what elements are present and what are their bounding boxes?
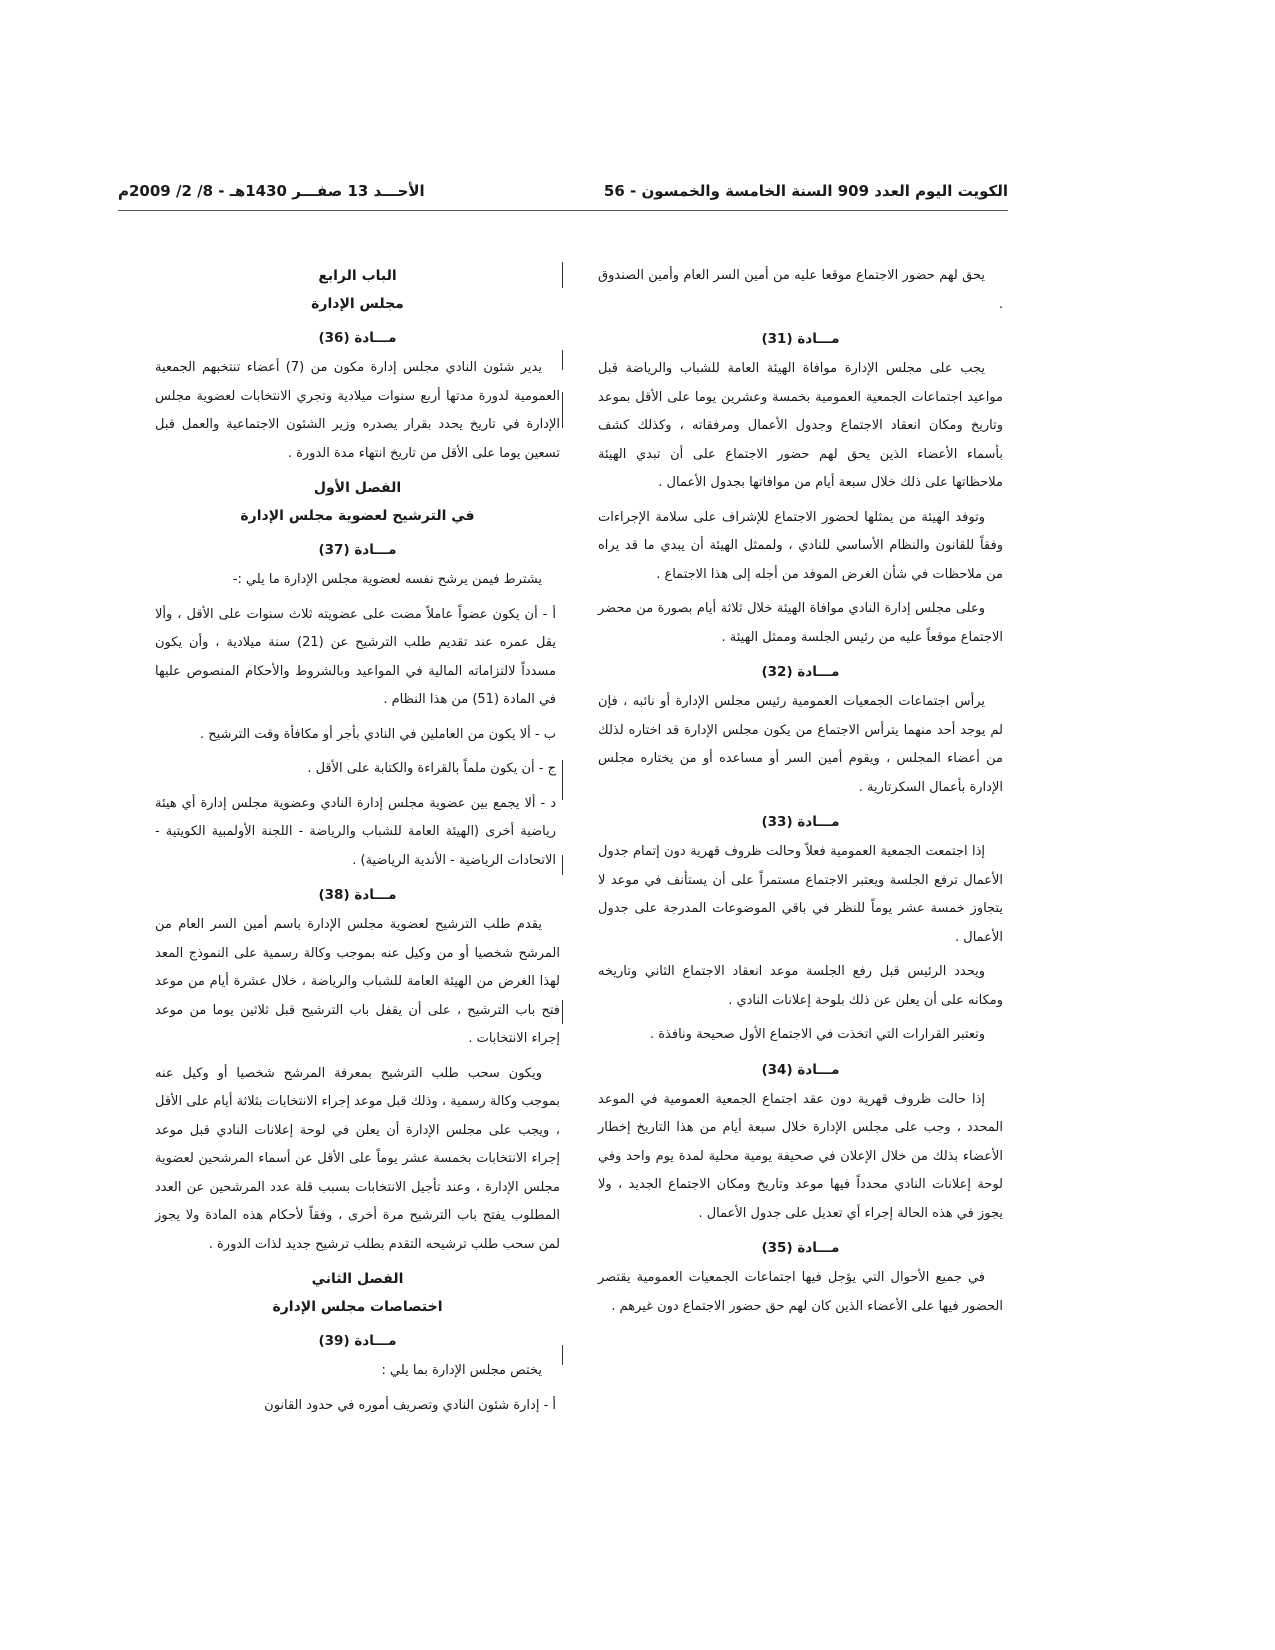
- section-heading: الفصل الأول: [313, 480, 402, 496]
- chapter-title: مجلس الإدارة: [311, 296, 404, 312]
- article-37-title: مـــادة (37): [318, 542, 397, 558]
- article-34-title: مـــادة (34): [761, 1061, 840, 1078]
- section-title: في الترشيح لعضوية مجلس الإدارة: [240, 508, 475, 524]
- margin-mark: [562, 262, 563, 288]
- section-title: اختصاصات مجلس الإدارة: [272, 1299, 443, 1315]
- article-38-title: مـــادة (38): [318, 887, 397, 903]
- article-37-intro: يشترط فيمن يرشح نفسه لعضوية مجلس الإدارة ما يلي :-: [232, 572, 542, 587]
- margin-mark: [562, 1345, 563, 1365]
- chapter-heading: الباب الرابع: [318, 268, 397, 284]
- header-issue-info: الكويت اليوم العدد 909 السنة الخامسة والخمسون - 56: [603, 182, 1008, 200]
- article-39-item: أ - إدارة شئون النادي وتصريف أموره في حدود القانون: [264, 1397, 556, 1413]
- article-37-item: أ - أن يكون عضواً عاملاً مضت على عضويته ثلاث سنوات على الأقل ، وألا يقل عمره عند تقديم طلب الترشيح عن (21) سنة ميلادية ، وأن يكون مسدداً لالتزاماته المالية في المواعيد وبالشروط والأحكام المنصوص عليها في المادة (51) من هذا النظام .: [155, 606, 556, 707]
- article-33-paragraph: وتعتبر القرارات التي اتخذت في الاجتماع الأول صحيحة ونافذة .: [649, 1027, 985, 1042]
- article-35-title: مـــادة (35): [761, 1240, 840, 1256]
- article-38-paragraph: ويكون سحب طلب الترشيح بمعرفة المرشح شخصيا أو وكيل عنه بموجب وكالة رسمية ، وذلك قبل موعد إجراء الانتخابات بثلاثة أيام على الأقل ، ويجب على مجلس الإدارة أن يعلن في لوحة إعلانات النادي قبل موعد إجراء الانتخابات بخمسة عشر يوماً على الأقل عن أسماء المرشحين لعضوية مجلس الإدارة ، وعند تأجيل الانتخابات بسبب قلة عدد المرشحين عن العدد المطلوب يفتح باب الترشيح مرة أخرى ، وفقاً لأحكام هذه المادة ولا يجوز لمن سحب طلب ترشيحه التقدم بطلب ترشيح جديد لذات الدورة .: [155, 1065, 560, 1252]
- article-32-paragraph: يرأس اجتماعات الجمعيات العمومية رئيس مجلس الإدارة أو نائبه ، فإن لم يوجد أحد منهما يترأس الاجتماع من يكون مجلس الإدارة قد اختاره لذلك من أعضاء المجلس ، ويقوم أمين السر أو مساعده أو من يختاره مجلس الإدارة بأعمال السكرتارية .: [598, 694, 1003, 795]
- article-37-item: ج - أن يكون ملماً بالقراءة والكتابة على الأقل .: [307, 761, 556, 776]
- article-31-paragraph: وعلى مجلس إدارة النادي موافاة الهيئة خلال ثلاثة أيام بصورة من محضر الاجتماع موقعاً عليه من رئيس الجلسة وممثل الهيئة .: [598, 601, 1003, 645]
- header-rule: [118, 210, 1008, 211]
- article-34-paragraph: إذا حالت ظروف قهرية دون عقد اجتماع الجمعية العمومية في الموعد المحدد ، وجب على مجلس الإدارة خلال سبعة أيام من هذا التاريخ إخطار الأعضاء بذلك من خلال الإعلان في صحيفة يومية محلية لمدة يوم واحد وفي لوحة إعلانات النادي محدداً فيها موعد وتاريخ ومكان الاجتماع الجديد ، ولا يجوز في هذه الحالة إجراء أي تعديل على جدول الأعمال .: [598, 1091, 1003, 1221]
- article-36-paragraph: يدير شئون النادي مجلس إدارة مكون من (7) أعضاء تنتخبهم الجمعية العمومية لدورة مدتها أربع سنوات ميلادية وتجري الانتخابات لعضوية مجلس الإدارة في تاريخ يحدد بقرار يصدره وزير الشئون الاجتماعية والعمل قبل تسعين يوما على الأقل من تاريخ انتهاء مدة الدورة .: [155, 360, 560, 461]
- article-39-title: مـــادة (39): [318, 1333, 397, 1349]
- margin-mark: [562, 760, 563, 800]
- article-31-paragraph: يجب على مجلس الإدارة موافاة الهيئة العامة للشباب والرياضة قبل مواعيد اجتماعات الجمعية العمومية بخمسة وعشرين يوما على الأقل بموعد وتاريخ ومكان انعقاد الاجتماع وجدول الأعمال ومرفقاته ، وكذلك كشف بأسماء الأعضاء الذين يحق لهم حضور الاجتماع على أن تبدي الهيئة ملاحظاتها على ذلك خلال سبعة أيام من موافاتها بجدول الأعمال .: [598, 361, 1003, 490]
- article-33-paragraph: إذا اجتمعت الجمعية العمومية فعلاً وحالت ظروف قهرية دون إتمام جدول الأعمال ترفع الجلسة ويعتبر الاجتماع مستمراً على أن يستأنف في موعد لا يتجاوز خمسة عشر يوماً للنظر في باقي الموضوعات المدرجة على جدول الأعمال .: [598, 844, 1003, 945]
- right-column: [598, 262, 1003, 1327]
- article-32-title: مـــادة (32): [761, 664, 840, 680]
- margin-mark: [562, 350, 563, 370]
- article-37-item: د - ألا يجمع بين عضوية مجلس إدارة النادي وعضوية مجلس إدارة أي هيئة رياضية أخرى (الهيئة العامة للشباب والرياضة - اللجنة الأولمبية الكويتية - الاتحادات الرياضية - الأندية الرياضية) .: [155, 795, 556, 868]
- article-38-paragraph: يقدم طلب الترشيح لعضوية مجلس الإدارة باسم أمين السر العام من المرشح شخصيا أو من وكيل عنه بموجب وكالة رسمية على النموذج المعد لهذا الغرض من الهيئة العامة للشباب والرياضة ، خلال عشرة أيام من موعد فتح باب الترشيح ، على أن يقفل باب الترشيح قبل ثلاثين يوما من موعد إجراء الانتخابات .: [155, 917, 560, 1046]
- page-header: [118, 178, 1008, 206]
- section-heading: الفصل الثاني: [311, 1271, 404, 1287]
- article-36-title: مـــادة (36): [318, 330, 397, 346]
- article-31-title: مـــادة (31): [761, 331, 840, 347]
- article-39-intro: يختص مجلس الإدارة بما يلي :: [381, 1363, 542, 1378]
- article-33-paragraph: ويحدد الرئيس قبل رفع الجلسة موعد انعقاد الاجتماع الثاني وتاريخه ومكانه على أن يعلن عن ذلك بلوحة إعلانات النادي .: [598, 964, 1003, 1008]
- margin-mark: [562, 392, 563, 428]
- margin-mark: [562, 1000, 563, 1024]
- article-33-title: مـــادة (33): [761, 814, 840, 830]
- article-35-paragraph: في جميع الأحوال التي يؤجل فيها اجتماعات الجمعيات العمومية يقتصر الحضور فيها على الأعضاء الذين كان لهم حق حضور الاجتماع دون غيرهم .: [598, 1270, 1003, 1314]
- article-31-paragraph: وتوفد الهيئة من يمثلها لحضور الاجتماع للإشراف على سلامة الإجراءات وفقاً للقانون والنظام الأساسي للنادي ، ولممثل الهيئة أن يبدي ما قد يراه من ملاحظات في شأن الغرض الموفد من أجله إلى هذا الاجتماع .: [598, 509, 1003, 582]
- article-37-item: ب - ألا يكون من العاملين في النادي بأجر أو مكافأة وقت الترشيح .: [200, 726, 556, 742]
- margin-mark: [562, 855, 563, 875]
- header-date: الأحـــد 13 صفـــر 1430هـ - 8/ 2/ 2009م: [118, 182, 425, 200]
- continuation-paragraph: يحق لهم حضور الاجتماع موقعا عليه من أمين السر العام وأمين الصندوق .: [598, 268, 1003, 312]
- left-column: [155, 262, 560, 1426]
